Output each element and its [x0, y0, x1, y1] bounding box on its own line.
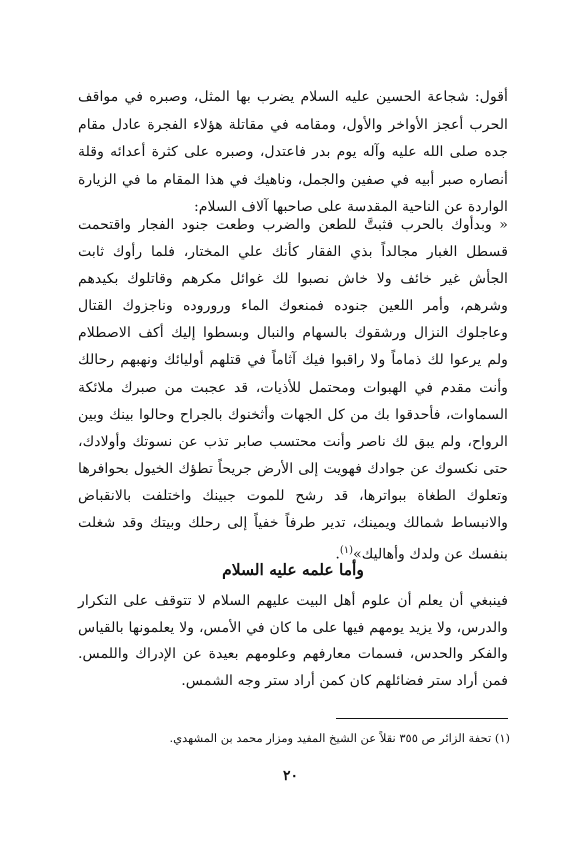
- section-heading: وأما علمه عليه السلام: [222, 560, 364, 579]
- intro-paragraph: أقول: شجاعة الحسين عليه السلام يضرب بها المثل، وصبره في مواقف الحرب أعجز الأواخر والأول، ومقامه في مقاتلة هؤلاء الفجرة عادل مقام جده صلى الله عليه وآله يوم بدر فاعتدل، وصبره على كثرة أعدائه وقلة أنصاره صبر أبيه في صفين والجمل، وناهيك في هذا المقام ما في الزيارة الواردة عن الناحية المقدسة على صاحبها آلاف السلام:: [78, 89, 508, 216]
- knowledge-paragraph: فينبغي أن يعلم أن علوم أهل البيت عليهم السلام لا تتوقف على التكرار والدرس، ولا يزيد يومهم فيها على ما كان في الأمس، ولا يعلمونها بالقياس والفكر والحدس، فسمات معارفهم وعلومهم بعيدة عن الإدراك واللمس. فمن أراد ستر فضائلهم كان كمن أراد ستر وجه الشمس.: [78, 593, 508, 689]
- page-number: ٢٠: [282, 768, 299, 784]
- quote-text: « وبدأوك بالحرب فثبتَّ للطعن والضرب وطعت جنود الفجار واقتحمت قسطل الغبار مجالداً بذي الفقار كأنك علي المختار، فلما رأوك ثابت الجأش غير خائف ولا خاش نصبوا لك غوائل مكرهم وقاتلوك بكيدهم وشرهم، وأمر اللعين جنوده فمنعوك الماء وروروده وناجزوك القتال وعاجلوك النزال ورشقوك بالسهام والنبال وبسطوا إليك أكف الاصطلام ولم يرعوا لك ذماماً ولا راقبوا فيك آثاماً في قتلهم أوليائك ونهبهم رحالك وأنت مقدم في الهبوات ومحتمل للأذيات، قد عجبت من صبرك ملائكة السماوات، فأحدقوا بك من كل الجهات وأثخنوك بالجراح وحالوا بينك وبين الرواح، ولم يبق لك ناصر وأنت محتسب صابر تذب عن نسوتك وأولادك، حتى نكسوك عن جوادك فهويت إلى الأرض جريحاً تطؤك الخيول بحوافرها وتعلوك الطغاة ببواترها، قد رشح للموت جبينك واختلفت بالانقباض والانبساط شمالك ويمينك، تدير طرفاً خفياً إلى رحلك وبيتك وقد شغلت بنفسك عن ولدك وأهاليك»: [78, 217, 508, 563]
- quote-period: .: [335, 546, 340, 563]
- footnote-divider: [336, 718, 508, 719]
- footnote: (١) تحفة الزائر ص ٣٥٥ نقلاً عن الشيخ المفيد ومزار محمد بن المشهدي.: [169, 731, 510, 745]
- ziyarah-quote-paragraph: [78, 212, 508, 569]
- footnote-marker: (١): [339, 545, 354, 557]
